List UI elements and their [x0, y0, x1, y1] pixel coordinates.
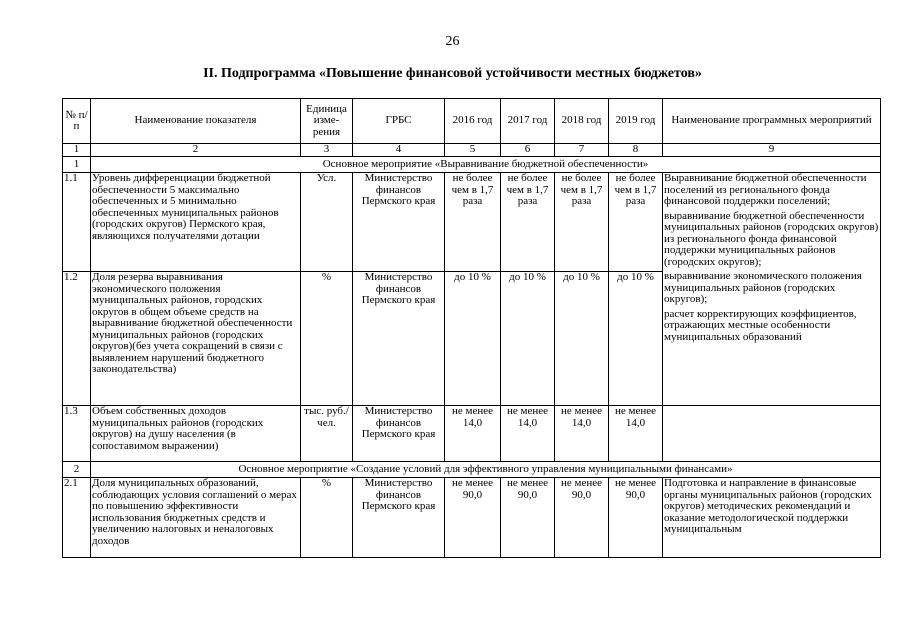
measure-item: расчет корректирующих коэффициентов, отражающих местные особенности муниципальных образований: [664, 307, 857, 343]
row-value-2018: до 10 %: [555, 272, 609, 406]
header-2016: 2016 год: [445, 99, 501, 144]
section-row: [63, 157, 881, 173]
row-num: 1.3: [63, 406, 91, 462]
row-value-2016: не менее 90,0: [445, 478, 501, 558]
header-2019: 2019 год: [609, 99, 663, 144]
header-num: № п/п: [63, 99, 91, 144]
table-row: [63, 478, 881, 558]
col-number: 7: [555, 144, 609, 157]
row-unit: %: [301, 478, 353, 558]
page-number: 26: [445, 34, 460, 49]
col-number: 4: [353, 144, 445, 157]
row-num: 1.1: [63, 173, 91, 272]
row-value-2017: не менее 90,0: [501, 478, 555, 558]
row-grbs: Министерство финансов Пермского края: [353, 272, 445, 406]
col-number: 6: [501, 144, 555, 157]
row-value-2016: не менее 14,0: [445, 406, 501, 462]
row-grbs: Министерство финансов Пермского края: [353, 173, 445, 272]
measure-item: Выравнивание бюджетной обеспеченности поселений из регионального фонда финансовой поддержки поселений;: [664, 172, 867, 207]
row-num: 2.1: [63, 478, 91, 558]
header-2018: 2018 год: [555, 99, 609, 144]
row-value-2016: не более чем в 1,7 раза: [445, 173, 501, 272]
section-num: 2: [63, 462, 91, 478]
row-grbs: Министерство финансов Пермского края: [353, 406, 445, 462]
section-title: Основное мероприятие «Выравнивание бюджетной обеспеченности»: [91, 157, 881, 173]
col-number: 3: [301, 144, 353, 157]
row-grbs: Министерство финансов Пермского края: [353, 478, 445, 558]
header-2017: 2017 год: [501, 99, 555, 144]
col-number: 8: [609, 144, 663, 157]
row-value-2018: не менее 90,0: [555, 478, 609, 558]
row-value-2016: до 10 %: [445, 272, 501, 406]
row-unit: %: [301, 272, 353, 406]
col-number: 2: [91, 144, 301, 157]
section-title: Основное мероприятие «Создание условий для эффективного управления муниципальными финансами»: [91, 462, 881, 478]
row-name: Уровень дифференциации бюджетной обеспеченности 5 максимально обеспеченных и 5 минимально обеспеченных муниципальных районов (городских округов) Пермского края, являющихся получателями дотации: [91, 173, 301, 272]
section-num: 1: [63, 157, 91, 173]
measure-item: выравнивание экономического положения муниципальных районов (городских округов);: [664, 270, 862, 305]
measure-item: выравнивание бюджетной обеспеченности муниципальных районов (городских округов) из регионального фонда финансовой поддержки муниципальных районов (городских округов);: [664, 209, 879, 268]
measures-cell: Подготовка и направление в финансовые органы муниципальных районов (городских округов) методических рекомендаций и оказание методологической поддержки муниципальным: [663, 478, 881, 558]
measures-cell: [663, 173, 881, 406]
row-value-2019: не менее 14,0: [609, 406, 663, 462]
row-value-2017: не более чем в 1,7 раза: [501, 173, 555, 272]
col-number: 5: [445, 144, 501, 157]
row-name: Объем собственных доходов муниципальных районов (городских округов) на душу населения (в сопоставимом выражении): [91, 406, 301, 462]
row-unit: тыс. руб./чел.: [301, 406, 353, 462]
section-row: [63, 462, 881, 478]
empty-cell: [663, 406, 881, 462]
table-row: [63, 406, 881, 462]
header-row: [63, 99, 881, 144]
row-name: Доля резерва выравнивания экономического положения муниципальных районов, городских округов в общем объеме средств на выравнивание бюджетной обеспеченности муниципальных районов (городских округов)(без учета сокращений в связи с выявлением нарушений бюджетного законодательства): [91, 272, 301, 406]
header-grbs: ГРБС: [353, 99, 445, 144]
row-value-2019: не более чем в 1,7 раза: [609, 173, 663, 272]
table-row: [63, 173, 881, 272]
row-value-2018: не менее 14,0: [555, 406, 609, 462]
header-name: Наименование показателя: [91, 99, 301, 144]
col-number: 1: [63, 144, 91, 157]
row-value-2017: не менее 14,0: [501, 406, 555, 462]
row-value-2018: не более чем в 1,7 раза: [555, 173, 609, 272]
row-num: 1.2: [63, 272, 91, 406]
row-value-2019: не менее 90,0: [609, 478, 663, 558]
header-measures: Наименование программных мероприятий: [663, 99, 881, 144]
indicators-table: [62, 98, 881, 558]
header-unit: Единица изме- рения: [301, 99, 353, 144]
column-number-row: [63, 144, 881, 157]
subprogram-title: II. Подпрограмма «Повышение финансовой устойчивости местных бюджетов»: [203, 66, 702, 81]
row-unit: Усл.: [301, 173, 353, 272]
row-value-2017: до 10 %: [501, 272, 555, 406]
col-number: 9: [663, 144, 881, 157]
row-name: Доля муниципальных образований, соблюдающих условия соглашений о мерах по повышению эффективности использования бюджетных средств и увеличению налоговых и неналоговых доходов: [91, 478, 301, 558]
row-value-2019: до 10 %: [609, 272, 663, 406]
